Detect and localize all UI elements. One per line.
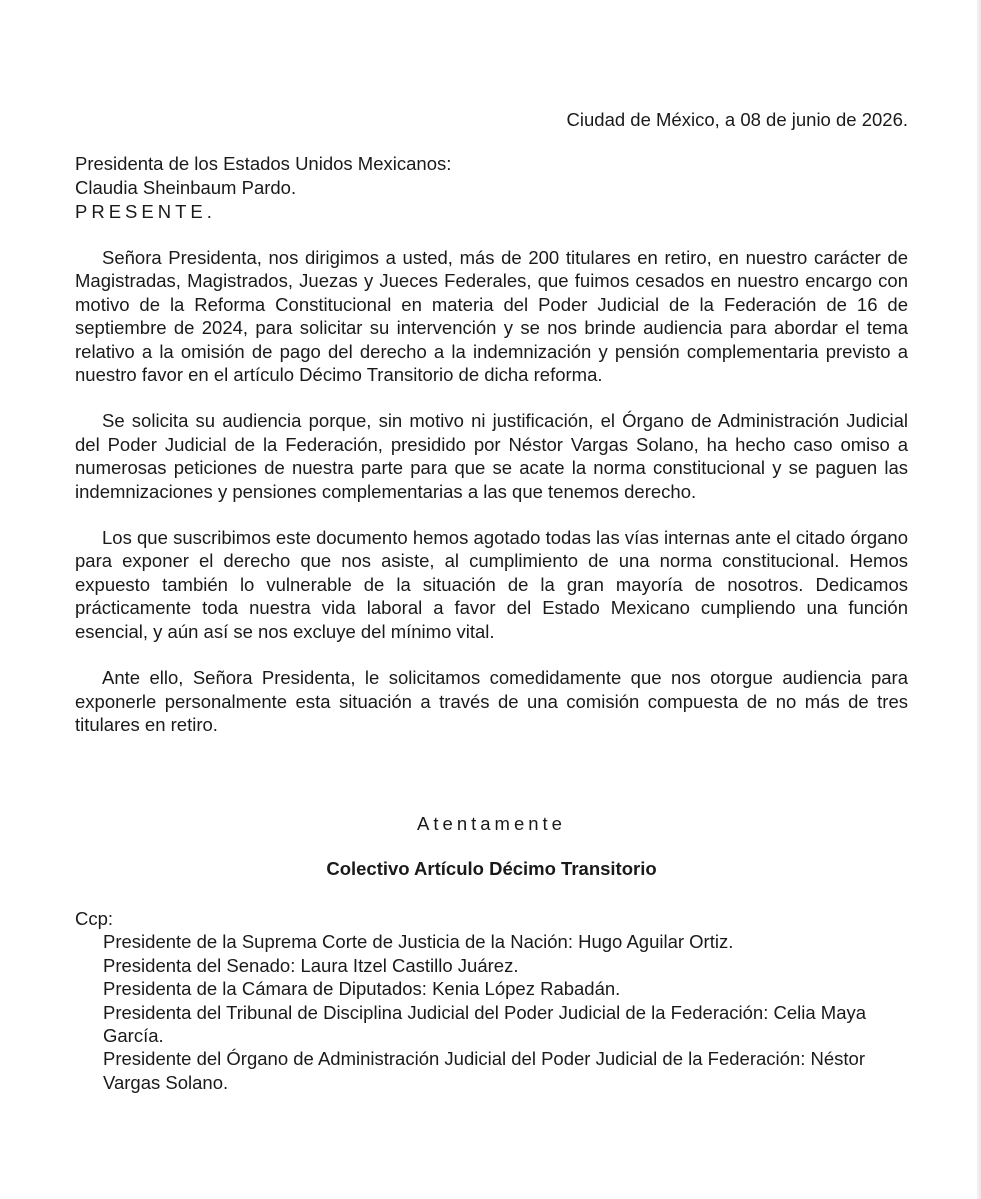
body-paragraph: Se solicita su audiencia porque, sin motivo ni justificación, el Órgano de Administración Judicial del Poder Judicial de la Federación, presidido por Néstor Vargas Solano, ha hecho caso omiso a numerosas peticiones de nuestra parte para que se acate la norma constitucional y se paguen las indemnizaciones y pensiones complementarias a las que tenemos derecho. <box>75 410 908 502</box>
ccp-block <box>75 907 908 1094</box>
date-line: Ciudad de México, a 08 de junio de 2026. <box>566 109 908 130</box>
body-paragraph: Ante ello, Señora Presidenta, le solicitamos comedidamente que nos otorgue audiencia para exponerle personalmente esta situación a través de una comisión compuesta de no más de tres titulares en retiro. <box>75 667 908 735</box>
closing-salutation: Atentamente <box>417 813 566 834</box>
ccp-recipient: Presidenta del Tribunal de Disciplina Judicial del Poder Judicial de la Federación: Celia Maya García. <box>103 1001 867 1047</box>
ccp-recipient: Presidenta de la Cámara de Diputados: Kenia López Rabadán. <box>103 978 621 1000</box>
ccp-label: Ccp: <box>75 908 114 929</box>
addressee-presente: PRESENTE. <box>75 201 216 222</box>
ccp-recipient: Presidente de la Suprema Corte de Justicia de la Nación: Hugo Aguilar Ortiz. <box>103 931 734 953</box>
body-paragraph: Señora Presidenta, nos dirigimos a usted, más de 200 titulares en retiro, en nuestro carácter de Magistradas, Magistrados, Juezas y Jueces Federales, que fuimos cesados en nuestro encargo con motivo de la Reforma Constitucional en materia del Poder Judicial de la Federación de 16 de septiembre de 2024, para solicitar su intervención y se nos brinde audiencia para abordar el tema relativo a la omisión de pago del derecho a la indemnización y pensión complementaria previsto a nuestro favor en el artículo Décimo Transitorio de dicha reforma. <box>75 247 908 386</box>
body-paragraph: Los que suscribimos este documento hemos agotado todas las vías internas ante el citado órgano para exponer el derecho que nos asiste, al cumplimiento de una norma constitucional. Hemos expuesto también lo vulnerable de la situación de la gran mayoría de nosotros. Dedicamos prácticamente toda nuestra vida laboral a favor del Estado Mexicano cumpliendo una función esencial, y aún así se nos excluye del mínimo vital. <box>75 527 908 642</box>
signature-collective: Colectivo Artículo Décimo Transitorio <box>326 858 657 879</box>
ccp-recipient: Presidente del Órgano de Administración Judicial del Poder Judicial de la Federación: Néstor Vargas Solano. <box>103 1048 866 1093</box>
addressee-name: Claudia Sheinbaum Pardo. <box>75 177 297 198</box>
addressee-title: Presidenta de los Estados Unidos Mexicanos: <box>75 153 452 174</box>
ccp-recipient-list <box>75 930 908 1094</box>
addressee-block <box>75 152 451 224</box>
ccp-recipient: Presidenta del Senado: Laura Itzel Castillo Juárez. <box>103 954 519 976</box>
letter-body <box>75 246 908 759</box>
page-edge-shadow <box>977 0 981 1199</box>
